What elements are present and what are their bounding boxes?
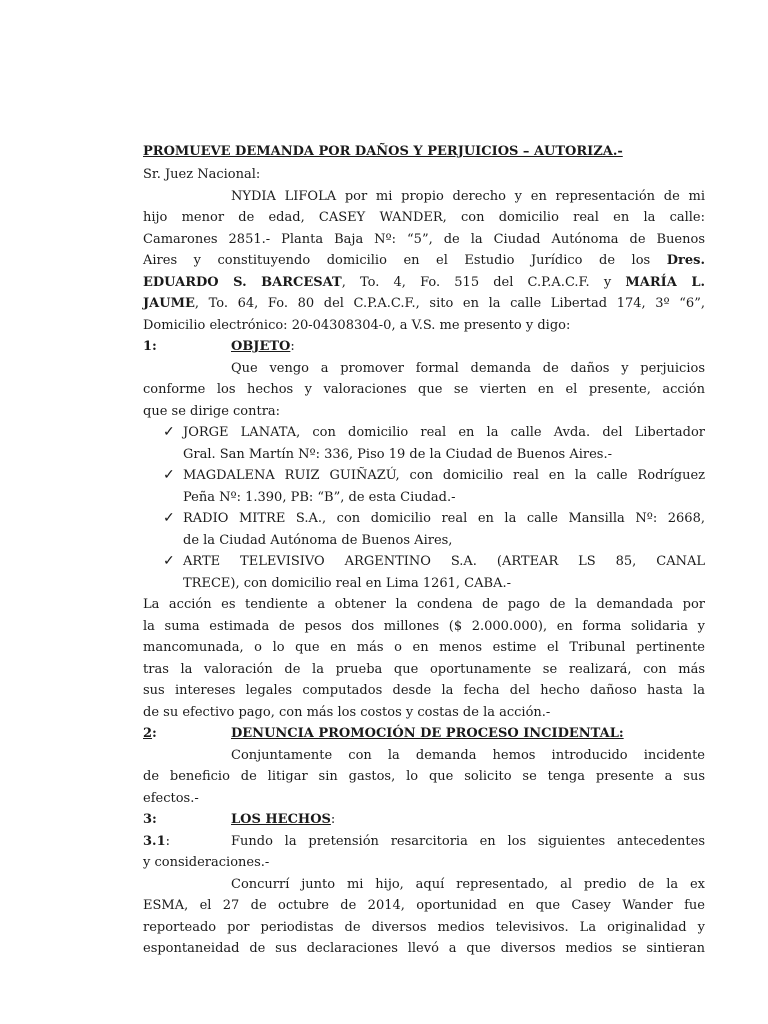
- number-suffix: :: [165, 833, 171, 849]
- paragraph-line: Concurrí junto mi hijo, aquí representado, al predio de la ex: [231, 876, 705, 892]
- list-item-line: Gral. San Martín Nº: 336, Piso 19 de la Ciudad de Buenos Aires.-: [183, 446, 612, 462]
- section-number: 2: [143, 726, 153, 741]
- intro-line: Domicilio electrónico: 20-04308304-0, a V.S. me presento y digo:: [143, 317, 571, 333]
- intro-line: hijo menor de edad, CASEY WANDER, con domicilio real en la calle:: [143, 210, 705, 225]
- intro-line: NYDIA LIFOLA por mi propio derecho y en representación de mi: [231, 188, 705, 204]
- salutation: Sr. Juez Nacional:: [143, 167, 261, 182]
- lawyer-name: MARÍA L.: [625, 274, 705, 290]
- intro-line: [143, 250, 705, 272]
- paragraph-line: sus intereses legales computados desde la fecha del hecho dañoso hasta la: [143, 683, 705, 698]
- checkmark-icon: ✓: [163, 553, 175, 569]
- heading-suffix: :: [330, 812, 336, 827]
- paragraph-line: tras la valoración de la prueba que oportunamente se realizará, con más: [143, 661, 705, 677]
- paragraph-line: de su efectivo pago, con más los costos y costas de la acción.-: [143, 704, 551, 720]
- intro-line: [143, 293, 705, 315]
- list-item: [143, 551, 705, 594]
- section-heading: OBJETO: [231, 339, 291, 354]
- paragraph-line: la suma estimada de pesos dos millones ($ 2.000.000), en forma solidaria y: [143, 618, 705, 634]
- section-heading: DENUNCIA PROMOCIÓN DE PROCESO INCIDENTAL:: [231, 726, 624, 741]
- paragraph-line: Conjuntamente con la demanda hemos introducido incidente: [231, 747, 705, 763]
- section-number: 3.1: [143, 833, 166, 849]
- number-suffix: :: [152, 726, 157, 741]
- intro-bold: Dres.: [666, 253, 705, 268]
- list-item-line: ARTE TELEVISIVO ARGENTINO S.A. (ARTEAR LS 85, CANAL: [183, 554, 705, 569]
- list-item: [143, 422, 705, 465]
- paragraph-line: ESMA, el 27 de octubre de 2014, oportunidad en que Casey Wander fue: [143, 898, 705, 913]
- lawyer-name: JAUME: [143, 296, 195, 311]
- intro-text: , To. 64, Fo. 80 del C.P.A.C.F., sito en la calle Libertad 174, 3º “6”,: [194, 296, 705, 311]
- section-3-header: [143, 809, 705, 831]
- section-heading: LOS HECHOS: [231, 812, 331, 827]
- heading-suffix: :: [290, 339, 295, 354]
- section-2-header: [143, 723, 705, 745]
- checkmark-icon: ✓: [163, 510, 175, 526]
- paragraph-line: efectos.-: [143, 790, 199, 806]
- section-1-header: [143, 336, 705, 358]
- paragraph-line: y consideraciones.-: [143, 855, 270, 870]
- list-item-line: JORGE LANATA, con domicilio real en la calle Avda. del Libertador: [183, 425, 705, 440]
- document-title: PROMUEVE DEMANDA POR DAÑOS Y PERJUICIOS – AUTORIZA.-: [143, 144, 623, 159]
- section-3-1-header: [143, 831, 705, 853]
- paragraph-line: reporteado por periodistas de diversos medios televisivos. La originalidad y: [143, 919, 705, 935]
- intro-text: Aires y constituyendo domicilio en el Estudio Jurídico de los: [143, 253, 651, 268]
- checkmark-icon: ✓: [163, 467, 175, 483]
- intro-line: Camarones 2851.- Planta Baja Nº: “5”, de la Ciudad Autónoma de Buenos: [143, 231, 705, 247]
- section-number: 1:: [143, 339, 157, 354]
- section-number: 3:: [143, 812, 157, 827]
- paragraph-line: espontaneidad de sus declaraciones llevó a que diversos medios se sintieran: [143, 941, 705, 956]
- intro-text: , To. 4, Fo. 515 del C.P.A.C.F. y: [341, 274, 612, 290]
- list-item-line: Peña Nº: 1.390, PB: “B”, de esta Ciudad.-: [183, 489, 456, 505]
- paragraph-line: Que vengo a promover formal demanda de daños y perjuicios: [231, 360, 705, 376]
- list-item-line: de la Ciudad Autónoma de Buenos Aires,: [183, 532, 453, 548]
- paragraph-line: Fundo la pretensión resarcitoria en los siguientes antecedentes: [231, 833, 705, 849]
- list-item: [143, 508, 705, 551]
- paragraph-line: que se dirige contra:: [143, 403, 281, 419]
- checkmark-icon: ✓: [163, 424, 175, 440]
- paragraph-line: mancomunada, o lo que en más o en menos estime el Tribunal pertinente: [143, 640, 705, 655]
- paragraph-line: conforme los hechos y valoraciones que se vierten en el presente, acción: [143, 382, 705, 397]
- paragraph-line: La acción es tendiente a obtener la condena de pago de la demandada por: [143, 597, 705, 612]
- document-body: [143, 141, 705, 960]
- intro-line: [143, 272, 705, 294]
- list-item-line: RADIO MITRE S.A., con domicilio real en la calle Mansilla Nº: 2668,: [183, 511, 705, 526]
- lawyer-name: EDUARDO S. BARCESAT: [143, 274, 342, 290]
- list-item-line: MAGDALENA RUIZ GUIÑAZÚ, con domicilio real en la calle Rodríguez: [183, 468, 705, 483]
- list-item-line: TRECE), con domicilio real en Lima 1261, CABA.-: [183, 575, 511, 591]
- paragraph-line: de beneficio de litigar sin gastos, lo que solicito se tenga presente a sus: [143, 769, 705, 784]
- list-item: [143, 465, 705, 508]
